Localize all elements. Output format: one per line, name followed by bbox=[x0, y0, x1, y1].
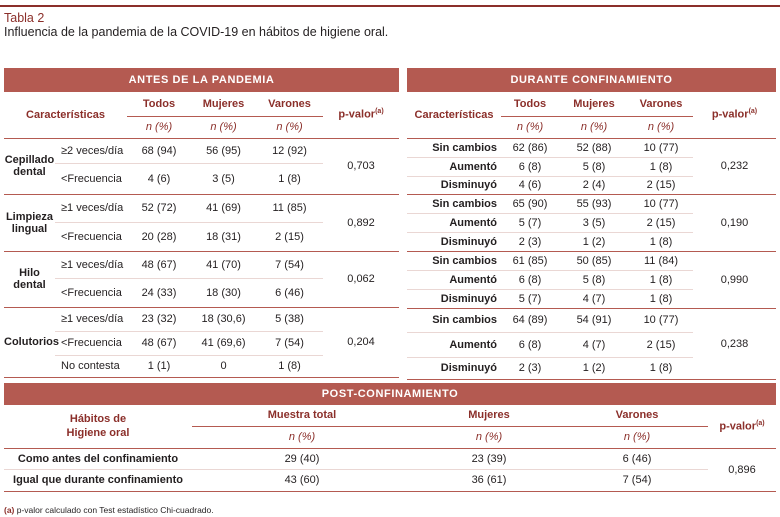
antes-row-label: ≥1 veces/día bbox=[61, 313, 124, 325]
antes-cell-mujeres: 41 (69,6) bbox=[201, 337, 246, 349]
durante-cell-varones: 10 (77) bbox=[643, 314, 679, 326]
durante-row-label: Aumentó bbox=[449, 338, 497, 351]
durante-unit-mujeres: n (%) bbox=[580, 121, 608, 133]
durante-col-caracteristicas: Características bbox=[414, 108, 494, 121]
footnote bbox=[4, 505, 214, 515]
antes-col-pvalor: p-valor$^{(a)}$ bbox=[338, 108, 384, 122]
antes-row-label: <Frecuencia bbox=[61, 230, 122, 243]
durante-cell-varones: 2 (15) bbox=[646, 179, 676, 191]
durante-cell-mujeres: 2 (4) bbox=[582, 179, 606, 191]
post-title: POST-CONFINAMIENTO bbox=[4, 383, 776, 405]
post-unit-varones: n (%) bbox=[623, 431, 651, 443]
antes-pvalue: 0,892 bbox=[347, 216, 375, 229]
durante-cell-todos: 61 (85) bbox=[512, 254, 548, 267]
durante-title: DURANTE CONFINAMIENTO bbox=[407, 68, 776, 92]
durante-cell-varones: 1 (8) bbox=[649, 273, 673, 286]
table-caption: Influencia de la pandemia de la COVID-19 en hábitos de higiene oral. bbox=[4, 25, 389, 39]
post-cell-total: 29 (40) bbox=[284, 452, 320, 465]
panel-antes bbox=[4, 68, 399, 378]
durante-body bbox=[407, 68, 776, 379]
top-rule bbox=[0, 5, 780, 7]
post-cell-total: 43 (60) bbox=[284, 474, 320, 486]
durante-table bbox=[407, 68, 776, 380]
antes-cell-varones: 1 (8) bbox=[278, 360, 301, 372]
post-row-label: Como antes del confinamiento bbox=[17, 452, 179, 465]
antes-cell-todos: 23 (32) bbox=[141, 313, 177, 325]
antes-cell-mujeres: 18 (30,6) bbox=[201, 313, 246, 325]
table-row bbox=[4, 138, 399, 163]
durante-cell-todos: 4 (6) bbox=[518, 179, 542, 191]
post-unit-total: n (%) bbox=[288, 431, 316, 443]
antes-cell-todos: 48 (67) bbox=[141, 337, 177, 349]
antes-cell-todos: 52 (72) bbox=[141, 202, 177, 214]
durante-col-pvalor: p-valor$^{(a)}$ bbox=[711, 108, 758, 122]
durante-cell-todos: 5 (7) bbox=[518, 216, 542, 229]
post-row-label: Igual que durante confinamiento bbox=[13, 474, 183, 486]
durante-pvalue: 0,190 bbox=[720, 216, 749, 229]
table-row bbox=[407, 251, 776, 270]
antes-title: ANTES DE LA PANDEMIA bbox=[4, 68, 399, 92]
durante-cell-mujeres: 1 (2) bbox=[582, 362, 606, 374]
durante-cell-mujeres: 1 (2) bbox=[582, 235, 606, 248]
table-row bbox=[4, 448, 776, 469]
antes-cell-varones: 6 (46) bbox=[275, 286, 304, 299]
durante-row-label: Sin cambios bbox=[432, 141, 497, 154]
durante-row-label: Sin cambios bbox=[432, 197, 497, 210]
durante-pvalue: 0,238 bbox=[720, 337, 749, 350]
durante-cell-varones: 10 (77) bbox=[643, 141, 679, 154]
durante-cell-mujeres: 52 (88) bbox=[576, 141, 612, 154]
table-row bbox=[4, 194, 399, 222]
antes-row-label: ≥2 veces/día bbox=[61, 144, 124, 157]
post-col-pvalor: p-valor$^{(a)}$ bbox=[719, 419, 765, 433]
durante-row-label: Disminuyó bbox=[440, 292, 497, 305]
durante-pvalue: 0,232 bbox=[720, 160, 749, 172]
antes-cell-mujeres: 3 (5) bbox=[212, 172, 235, 185]
panel-durante bbox=[407, 68, 776, 380]
antes-col-mujeres: Mujeres bbox=[191, 92, 256, 116]
antes-pvalue: 0,062 bbox=[347, 273, 375, 285]
antes-unit-todos: n (%) bbox=[145, 121, 173, 133]
antes-group-name: Cepillado dental bbox=[4, 154, 55, 178]
durante-row-label: Disminuyó bbox=[440, 362, 497, 374]
durante-col-mujeres: Mujeres bbox=[559, 92, 629, 116]
antes-row-label: <Frecuencia bbox=[61, 172, 122, 185]
durante-cell-varones: 1 (8) bbox=[649, 292, 673, 305]
durante-unit-todos: n (%) bbox=[516, 121, 544, 133]
post-cell-varones: 6 (46) bbox=[622, 452, 652, 465]
antes-group-name: Colutorios bbox=[4, 336, 59, 348]
post-col-mujeres: Mujeres bbox=[412, 405, 566, 426]
antes-cell-varones: 12 (92) bbox=[272, 144, 307, 157]
table-label: Tabla 2 bbox=[4, 11, 45, 25]
antes-cell-varones: 7 (54) bbox=[275, 337, 304, 349]
durante-cell-varones: 2 (15) bbox=[646, 338, 676, 351]
post-cell-varones: 7 (54) bbox=[622, 474, 652, 486]
antes-row-label: ≥1 veces/día bbox=[61, 258, 124, 271]
durante-col-varones: Varones bbox=[629, 92, 693, 116]
durante-cell-todos: 64 (89) bbox=[512, 314, 548, 326]
durante-cell-varones: 10 (77) bbox=[643, 197, 679, 210]
antes-cell-todos: 24 (33) bbox=[141, 286, 177, 299]
post-cell-mujeres: 23 (39) bbox=[471, 452, 507, 465]
antes-cell-varones: 7 (54) bbox=[275, 258, 304, 271]
post-col-habitos: Hábitos de Higiene oral bbox=[66, 413, 130, 440]
durante-cell-todos: 5 (7) bbox=[518, 292, 542, 305]
table-row bbox=[407, 194, 776, 213]
antes-cell-varones: 11 (85) bbox=[272, 202, 307, 214]
durante-cell-varones: 11 (84) bbox=[643, 254, 679, 267]
antes-col-todos: Todos bbox=[127, 92, 191, 116]
durante-cell-todos: 62 (86) bbox=[512, 141, 548, 154]
footnote-text: p-valor calculado con Test estadístico Chi-cuadrado. bbox=[14, 505, 214, 515]
durante-cell-mujeres: 5 (8) bbox=[582, 160, 606, 173]
durante-row-label: Aumentó bbox=[449, 273, 497, 286]
antes-row-label: <Frecuencia bbox=[61, 286, 122, 299]
table-row bbox=[4, 307, 399, 331]
antes-cell-mujeres: 41 (69) bbox=[206, 202, 241, 214]
post-col-varones: Varones bbox=[566, 405, 708, 426]
antes-table bbox=[4, 68, 399, 378]
durante-row-label: Aumentó bbox=[449, 160, 497, 173]
post-pvalue: 0,896 bbox=[728, 463, 756, 476]
durante-cell-todos: 65 (90) bbox=[512, 197, 548, 210]
durante-cell-todos: 6 (8) bbox=[518, 338, 542, 351]
antes-cell-todos: 68 (94) bbox=[141, 144, 177, 157]
antes-cell-mujeres: 41 (70) bbox=[206, 258, 241, 271]
panel-post bbox=[4, 383, 776, 492]
antes-col-varones: Varones bbox=[256, 92, 323, 116]
antes-cell-todos: 20 (28) bbox=[141, 230, 177, 243]
post-col-total: Muestra total bbox=[192, 405, 412, 426]
table-row bbox=[4, 251, 399, 278]
durante-row-label: Disminuyó bbox=[440, 235, 497, 248]
durante-cell-mujeres: 5 (8) bbox=[582, 273, 606, 286]
post-cell-mujeres: 36 (61) bbox=[471, 474, 507, 486]
antes-cell-varones: 1 (8) bbox=[278, 172, 301, 185]
durante-unit-varones: n (%) bbox=[647, 121, 675, 133]
antes-group-name: Hilo dental bbox=[13, 267, 46, 291]
durante-cell-todos: 2 (3) bbox=[518, 235, 542, 248]
antes-cell-mujeres: 0 bbox=[220, 360, 227, 372]
durante-cell-mujeres: 55 (93) bbox=[576, 197, 612, 210]
durante-cell-varones: 1 (8) bbox=[649, 160, 673, 173]
durante-row-label: Disminuyó bbox=[440, 179, 497, 191]
antes-cell-varones: 2 (15) bbox=[275, 230, 304, 243]
antes-cell-mujeres: 18 (31) bbox=[206, 230, 241, 243]
durante-cell-todos: 6 (8) bbox=[518, 273, 542, 286]
durante-cell-mujeres: 50 (85) bbox=[576, 254, 612, 267]
durante-row-label: Aumentó bbox=[449, 216, 497, 229]
durante-cell-varones: 1 (8) bbox=[649, 235, 673, 248]
antes-col-caracteristicas: Características bbox=[26, 108, 105, 121]
antes-unit-mujeres: n (%) bbox=[210, 121, 237, 133]
durante-row-label: Sin cambios bbox=[432, 254, 497, 267]
antes-pvalue: 0,703 bbox=[347, 160, 375, 172]
durante-cell-varones: 1 (8) bbox=[649, 362, 673, 374]
table-row bbox=[407, 138, 776, 157]
antes-unit-varones: n (%) bbox=[276, 121, 303, 133]
antes-group-name: Limpieza lingual bbox=[5, 210, 54, 235]
antes-cell-todos: 48 (67) bbox=[141, 258, 177, 271]
antes-pvalue: 0,204 bbox=[347, 336, 375, 348]
durante-cell-todos: 2 (3) bbox=[518, 362, 542, 374]
antes-row-label: <Frecuencia bbox=[61, 337, 122, 349]
durante-row-label: Sin cambios bbox=[432, 314, 497, 326]
table-row bbox=[407, 308, 776, 332]
durante-col-todos: Todos bbox=[501, 92, 559, 116]
antes-cell-todos: 1 (1) bbox=[147, 360, 171, 372]
post-unit-mujeres: n (%) bbox=[475, 431, 503, 443]
durante-cell-todos: 6 (8) bbox=[518, 160, 542, 173]
durante-cell-mujeres: 4 (7) bbox=[582, 338, 606, 351]
post-table bbox=[4, 383, 776, 492]
durante-cell-mujeres: 54 (91) bbox=[576, 314, 612, 326]
antes-row-label: No contesta bbox=[61, 360, 120, 372]
antes-body bbox=[4, 68, 399, 377]
post-body bbox=[4, 383, 776, 491]
durante-cell-mujeres: 3 (5) bbox=[582, 216, 606, 229]
antes-cell-varones: 5 (38) bbox=[275, 313, 304, 325]
antes-cell-todos: 4 (6) bbox=[147, 172, 171, 185]
durante-cell-mujeres: 4 (7) bbox=[582, 292, 606, 305]
antes-cell-mujeres: 56 (95) bbox=[206, 144, 241, 157]
footnote-mark: (a) bbox=[4, 505, 15, 515]
antes-cell-mujeres: 18 (30) bbox=[206, 286, 241, 299]
durante-pvalue: 0,990 bbox=[720, 273, 749, 286]
durante-cell-varones: 2 (15) bbox=[646, 216, 676, 229]
table-row bbox=[4, 469, 776, 491]
antes-row-label: ≥1 veces/día bbox=[61, 202, 124, 214]
